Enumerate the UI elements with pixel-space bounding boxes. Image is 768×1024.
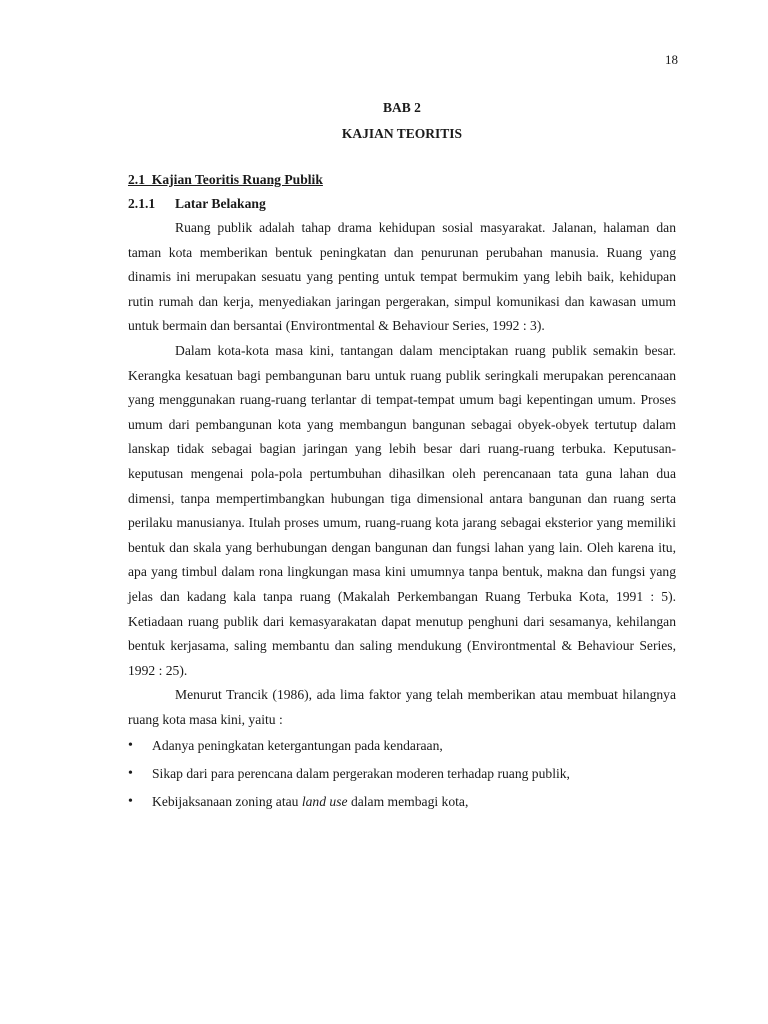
list-item-text: Sikap dari para perencana dalam pergerakan moderen terhadap ruang publik, xyxy=(152,766,570,782)
section-heading: 2.1 Kajian Teoritis Ruang Publik xyxy=(128,172,323,187)
paragraph: Menurut Trancik (1986), ada lima faktor yang telah memberikan atau membuat hilangnya ruang kota masa kini, yaitu : xyxy=(128,687,676,727)
list-item-text: Adanya peningkatan ketergantungan pada kendaraan, xyxy=(152,738,443,754)
subsection-number: 2.1.1 xyxy=(128,196,156,211)
subsection-title: Latar Belakang xyxy=(175,196,266,211)
chapter-label: BAB 2 xyxy=(383,100,421,115)
chapter-title: KAJIAN TEORITIS xyxy=(341,126,463,141)
chapter-heading xyxy=(128,95,676,147)
document-body xyxy=(128,168,676,816)
paragraph: Dalam kota-kota masa kini, tantangan dalam menciptakan ruang publik semakin besar. Kerangka kesatuan bagi pembangunan baru untuk ruang publik seringkali merupakan perencanaan yang menggunakan ruang-ruang terlantar di tempat-tempat umum bagi kepentingan umum. Proses umum dari pembangunan kota yang membangun bangunan sebagai obyek-obyek tertutup dalam lanskap tidak sebagai bagian jaringan yang lebih besar dari ruang-ruang terbuka. Keputusan-keputusan mengenai pola-pola pertumbuhan dihasilkan oleh perencanaan tata guna lahan dua dimensi, tanpa mempertimbangkan hubungan tiga dimensional antara bangunan dan ruang serta perilaku manusianya. Itulah proses umum, ruang-ruang kota jarang sebagai eksterior yang memiliki bentuk dan skala yang berhubungan dengan bangunan dan fungsi lahan yang lain. Oleh karena itu, apa yang timbul dalam rona lingkungan masa kini umumnya tanpa bentuk, makna dan fungsi yang jelas dan kadang kala tanpa ruang (Makalah Perkembangan Ruang Terbuka Kota, 1991 : 5). Ketiadaan ruang publik dari kemasyarakatan dapat menutup penghuni dari sesamanya, kehilangan bentuk kerjasama, saling membantu dan saling mendukung (Environtmental & Behaviour Series, 1992 : 25). xyxy=(128,342,676,678)
bullet-icon: • xyxy=(128,794,133,810)
list-item-text-after: dalam membagi kota, xyxy=(347,794,469,810)
paragraph: Ruang publik adalah tahap drama kehidupan sosial masyarakat. Jalanan, halaman dan taman kota memberikan bentuk peningkatan dan penurunan perubahan manusia. Ruang yang dinamis ini merupakan sesuatu yang penting untuk tempat bermukim yang lebih baik, kehidupan rutin rumah dan kerja, menyediakan jaringan pergerakan, simpul komunikasi dan kawasan umum untuk bermain dan bersantai (Environtmental & Behaviour Series, 1992 : 3). xyxy=(128,220,676,334)
bullet-icon: • xyxy=(128,738,133,754)
list-item xyxy=(128,788,676,816)
list-item xyxy=(128,732,676,760)
page-number: 18 xyxy=(665,52,678,67)
list-item xyxy=(128,760,676,788)
list-item-text xyxy=(152,788,468,816)
list-item-text-before: Kebijaksanaan zoning atau xyxy=(152,794,302,810)
factor-list xyxy=(128,732,676,816)
subsection-heading xyxy=(128,192,676,216)
bullet-icon: • xyxy=(128,766,133,782)
list-item-italic-term: land use xyxy=(301,794,348,810)
